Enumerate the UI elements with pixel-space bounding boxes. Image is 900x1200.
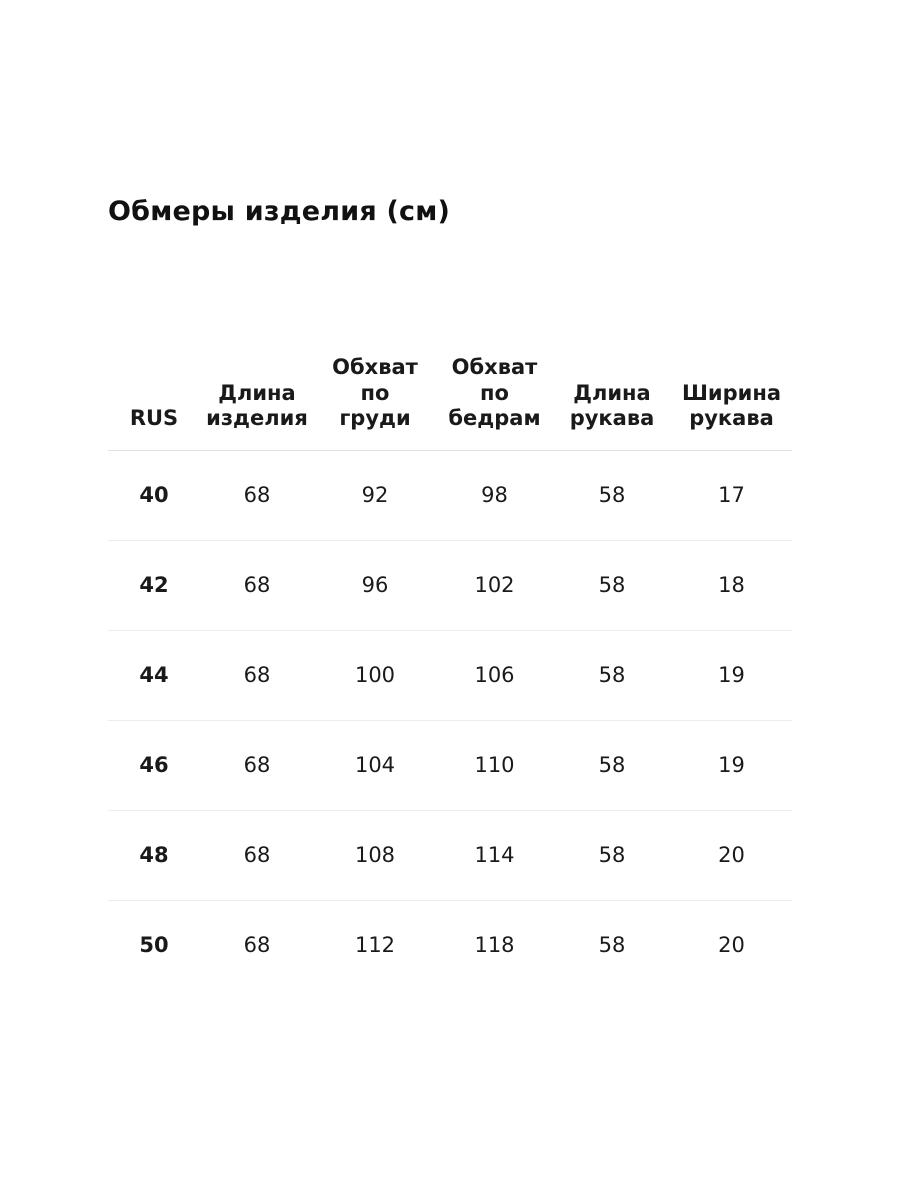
column-header-line: бедрам [448, 406, 541, 431]
cell-rus: 40 [139, 483, 169, 508]
cell-rus: 48 [139, 843, 169, 868]
cell-length: 68 [243, 663, 271, 688]
measurements-table-container [108, 355, 792, 990]
column-header-line: RUS [129, 406, 179, 431]
cell-sleeve-width: 17 [718, 483, 745, 508]
cell-chest: 96 [361, 573, 389, 598]
cell-sleeve-width: 19 [718, 753, 745, 778]
cell-chest: 104 [354, 753, 396, 778]
column-header-line: Длина [218, 380, 296, 405]
table-header [108, 355, 792, 450]
column-header-chest [314, 355, 436, 450]
column-header-line: Длина [573, 380, 651, 405]
cell-rus: 44 [139, 663, 169, 688]
cell-sleeve-width: 20 [718, 933, 745, 958]
cell-hips: 106 [474, 663, 515, 688]
table-row [108, 540, 792, 630]
cell-length: 68 [243, 573, 271, 598]
column-header-line: груди [339, 406, 411, 431]
table-row [108, 630, 792, 720]
cell-sleeve-width: 18 [718, 573, 745, 598]
column-header-line: изделия [206, 406, 308, 431]
cell-sleeve-length: 58 [598, 663, 626, 688]
cell-rus: 42 [139, 573, 169, 598]
cell-hips: 114 [474, 843, 515, 868]
column-header-hips [436, 355, 553, 450]
column-header-line: Обхват [332, 355, 418, 379]
cell-length: 68 [243, 483, 271, 508]
cell-sleeve-length: 58 [598, 483, 626, 508]
cell-length: 68 [243, 933, 271, 958]
cell-hips: 110 [474, 753, 515, 778]
column-header-line: Обхват [451, 355, 538, 379]
cell-length: 68 [243, 843, 271, 868]
table-row [108, 810, 792, 900]
table-row [108, 900, 792, 990]
cell-rus: 50 [139, 933, 169, 958]
cell-length: 68 [243, 753, 271, 778]
column-header-line: рукава [569, 406, 655, 431]
table-header-row [108, 355, 792, 450]
column-header-length [200, 355, 314, 450]
cell-sleeve-length: 58 [598, 843, 626, 868]
cell-chest: 100 [354, 663, 396, 688]
table-row [108, 720, 792, 810]
cell-chest: 108 [354, 843, 396, 868]
cell-hips: 102 [474, 573, 515, 598]
cell-sleeve-length: 58 [598, 573, 626, 598]
cell-chest: 112 [354, 933, 396, 958]
column-header-sleeve-length [553, 355, 671, 450]
cell-sleeve-length: 58 [598, 753, 626, 778]
column-header-rus [108, 355, 200, 450]
cell-sleeve-width: 19 [718, 663, 745, 688]
column-header-line: Ширина [681, 380, 782, 405]
column-header-line: по [360, 380, 390, 405]
measurements-table [108, 355, 792, 990]
cell-hips: 118 [474, 933, 515, 958]
column-header-sleeve-width [671, 355, 792, 450]
table-row [108, 450, 792, 540]
cell-sleeve-width: 20 [718, 843, 745, 868]
column-header-line: рукава [689, 406, 774, 431]
page-title: Обмеры изделия (см) [108, 196, 451, 227]
column-header-line: по [480, 380, 509, 405]
cell-sleeve-length: 58 [598, 933, 626, 958]
cell-rus: 46 [139, 753, 169, 778]
table-body [108, 450, 792, 990]
cell-chest: 92 [361, 483, 389, 508]
cell-hips: 98 [481, 483, 508, 508]
